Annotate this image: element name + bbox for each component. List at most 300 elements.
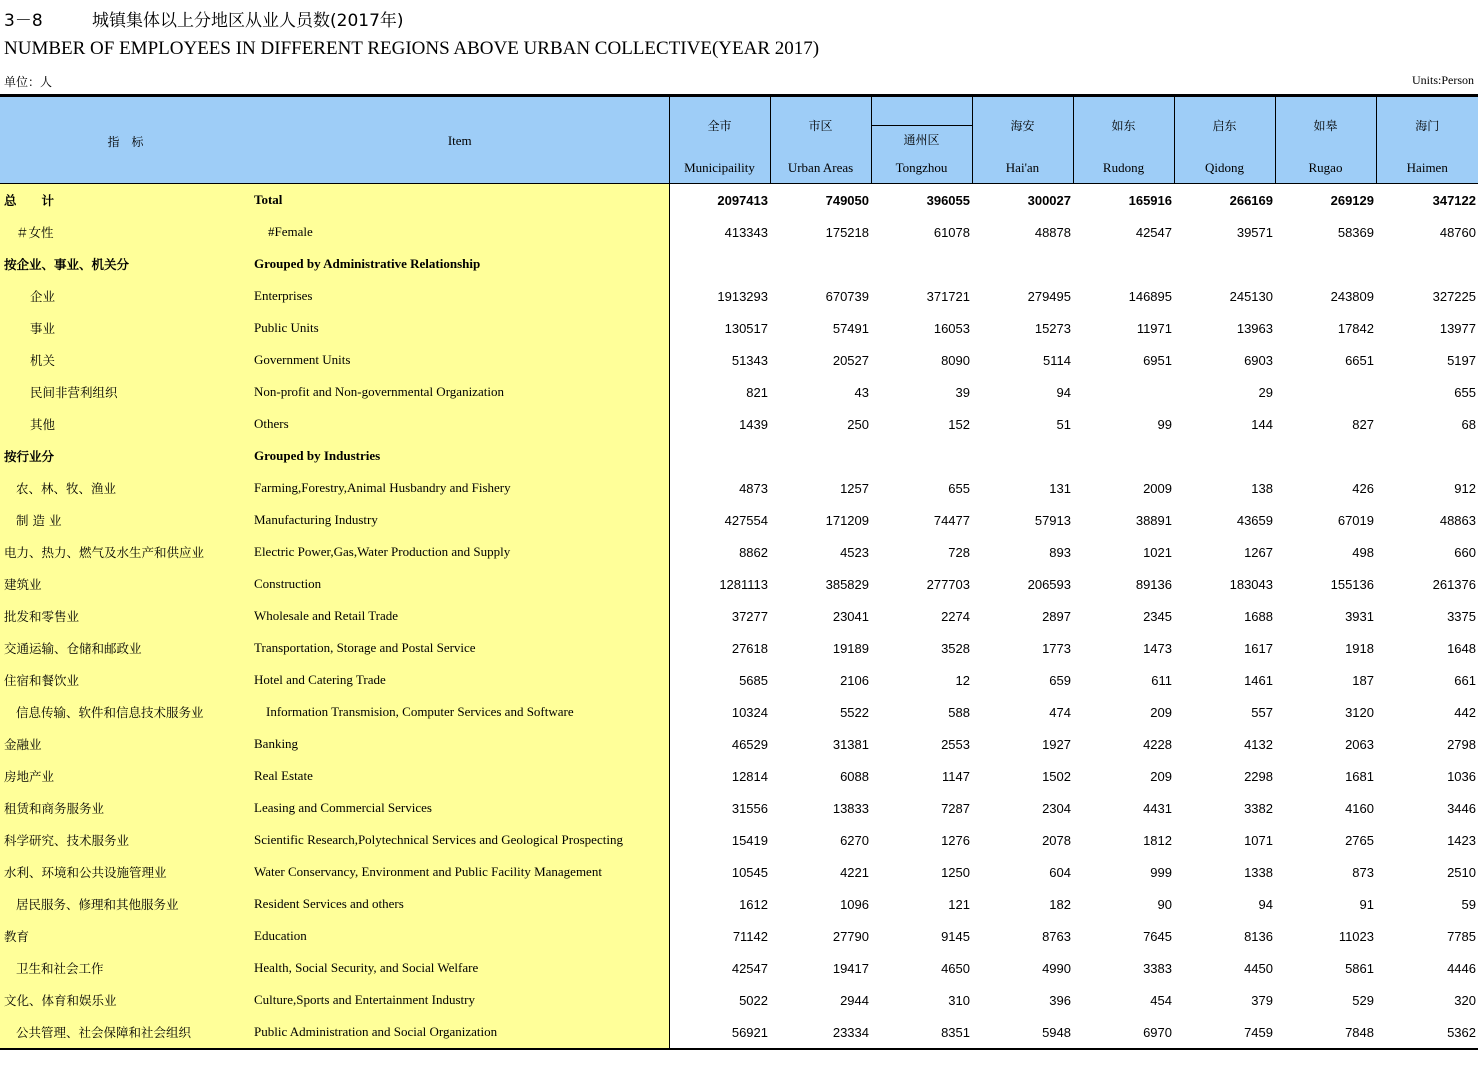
row-value: 17842 <box>1337 320 1374 336</box>
row-value: 6951 <box>1143 352 1172 368</box>
row-label-cn: 其他 <box>0 408 251 440</box>
row-value: 474 <box>1049 704 1071 720</box>
row-value: 7645 <box>1143 928 1172 944</box>
row-value: 1096 <box>840 896 869 912</box>
row-value: 57491 <box>832 320 869 336</box>
row-label-cn: 总 计 <box>0 184 251 217</box>
row-label-en: Transportation, Storage and Postal Service <box>251 632 669 664</box>
row-label-en: Non-profit and Non-governmental Organization <box>251 376 669 408</box>
row-value: 42547 <box>1135 224 1172 240</box>
row-value: 1036 <box>1447 768 1476 784</box>
row-value <box>871 440 972 472</box>
row-value: 269129 <box>1275 184 1376 217</box>
row-value: 3120 <box>1345 704 1374 720</box>
row-value: 1648 <box>1447 640 1476 656</box>
row-value: 1918 <box>1345 640 1374 656</box>
row-value: 7287 <box>941 800 970 816</box>
table-row <box>0 376 1478 408</box>
row-value: 2009 <box>1143 480 1172 496</box>
row-value: 327225 <box>1432 288 1476 304</box>
row-value: 2106 <box>840 672 869 688</box>
header-qidong: 启东 Qidong <box>1174 96 1275 184</box>
row-value: 57913 <box>1034 512 1071 528</box>
row-label-en: Water Conservancy, Environment and Public Facility Management <box>251 856 669 888</box>
row-value: 2798 <box>1447 736 1476 752</box>
row-label-cn: 金融业 <box>0 728 251 760</box>
row-label-en: Real Estate <box>251 760 669 792</box>
row-label-cn: 按行业分 <box>0 440 251 472</box>
row-value: 7459 <box>1174 1016 1275 1049</box>
row-value: 99 <box>1157 416 1172 432</box>
row-value: 320 <box>1454 992 1476 1008</box>
row-value: 728 <box>948 544 970 560</box>
row-value: 873 <box>1352 864 1374 880</box>
table-title <box>4 6 404 31</box>
row-value: 396055 <box>871 184 972 217</box>
row-value: 1461 <box>1244 672 1273 688</box>
table-body <box>0 184 1478 1050</box>
row-label-en: Government Units <box>251 344 669 376</box>
table-row <box>0 920 1478 952</box>
row-value: 183043 <box>1229 576 1273 592</box>
row-label-en: Manufacturing Industry <box>251 504 669 536</box>
row-value: 31556 <box>731 800 768 816</box>
row-value: 94 <box>1258 896 1273 912</box>
row-value: 121 <box>948 896 970 912</box>
row-value: 2063 <box>1345 736 1374 752</box>
row-value: 4228 <box>1143 736 1172 752</box>
row-value: 413343 <box>724 224 768 240</box>
row-value: 3375 <box>1447 608 1476 624</box>
table-row <box>0 856 1478 888</box>
row-value: 2078 <box>1042 832 1071 848</box>
row-label-en: Construction <box>251 568 669 600</box>
row-value: 1473 <box>1143 640 1172 656</box>
table-number: 3－8 <box>4 11 43 31</box>
row-value: 3383 <box>1143 960 1172 976</box>
employees-table <box>0 94 1478 1050</box>
row-value: 46529 <box>731 736 768 752</box>
row-value: 1927 <box>1042 736 1071 752</box>
row-value: 661 <box>1454 672 1476 688</box>
row-label-cn: 电力、热力、燃气及水生产和供应业 <box>0 536 251 568</box>
row-label-en: Public Administration and Social Organization <box>251 1016 669 1049</box>
table-row <box>0 504 1478 536</box>
row-value: 43659 <box>1236 512 1273 528</box>
row-label-cn: 住宿和餐饮业 <box>0 664 251 696</box>
row-value: 12 <box>955 672 970 688</box>
row-value: 209 <box>1150 704 1172 720</box>
row-value: 5948 <box>972 1016 1073 1049</box>
row-value: 310 <box>948 992 970 1008</box>
table-row <box>0 952 1478 984</box>
unit-en: Units:Person <box>1411 73 1474 87</box>
row-value: 2944 <box>840 992 869 1008</box>
row-label-en: Wholesale and Retail Trade <box>251 600 669 632</box>
table-row <box>0 888 1478 920</box>
row-value: 3931 <box>1345 608 1374 624</box>
row-value: 371721 <box>926 288 970 304</box>
row-label-en: Hotel and Catering Trade <box>251 664 669 696</box>
row-value: 1021 <box>1143 544 1172 560</box>
row-value: 58369 <box>1337 224 1374 240</box>
table-row <box>0 312 1478 344</box>
row-value: 2274 <box>941 608 970 624</box>
table-row <box>0 216 1478 248</box>
row-value: 13977 <box>1439 320 1476 336</box>
row-value: 277703 <box>926 576 970 592</box>
row-value: 10324 <box>731 704 768 720</box>
row-value <box>1073 248 1174 280</box>
row-label-en: Information Transmision, Computer Services and Software <box>251 696 669 728</box>
table-row <box>0 248 1478 280</box>
row-value: 1688 <box>1244 608 1273 624</box>
row-value: 1147 <box>942 768 970 784</box>
row-value: 5861 <box>1345 960 1374 976</box>
row-value: 1281113 <box>719 576 768 592</box>
row-value: 38891 <box>1135 512 1172 528</box>
row-label-en: Enterprises <box>251 280 669 312</box>
row-value: 43 <box>854 384 869 400</box>
row-value: 5522 <box>840 704 869 720</box>
row-value: 15419 <box>731 832 768 848</box>
row-value <box>770 440 871 472</box>
row-label-en: Resident Services and others <box>251 888 669 920</box>
row-value: 23334 <box>770 1016 871 1049</box>
row-value: 2097413 <box>669 184 770 217</box>
header-rugao: 如皋 Rugao <box>1275 96 1376 184</box>
row-label-cn: 房地产业 <box>0 760 251 792</box>
row-value: 2298 <box>1244 768 1273 784</box>
table-row <box>0 792 1478 824</box>
row-value: 1423 <box>1447 832 1476 848</box>
row-value: 8351 <box>871 1016 972 1049</box>
row-value: 7848 <box>1275 1016 1376 1049</box>
row-value: 8136 <box>1244 928 1273 944</box>
header-urban-areas: 市区 Urban Areas <box>770 96 871 184</box>
row-value: 749050 <box>770 184 871 217</box>
row-value: 51343 <box>731 352 768 368</box>
row-value: 5022 <box>739 992 768 1008</box>
row-value: 51 <box>1056 416 1071 432</box>
row-value <box>669 440 770 472</box>
row-label-cn: 机关 <box>0 344 251 376</box>
row-value: 6651 <box>1345 352 1374 368</box>
row-value: 999 <box>1150 864 1172 880</box>
row-value: 1250 <box>941 864 970 880</box>
row-label-en: Banking <box>251 728 669 760</box>
row-value: 89136 <box>1135 576 1172 592</box>
row-value: 6903 <box>1244 352 1273 368</box>
table-row <box>0 984 1478 1016</box>
row-value: 1439 <box>739 416 768 432</box>
row-value: 74477 <box>933 512 970 528</box>
row-value <box>1174 248 1275 280</box>
table-row <box>0 472 1478 504</box>
row-value: 3382 <box>1244 800 1273 816</box>
row-label-cn: 教育 <box>0 920 251 952</box>
row-value: 1257 <box>840 480 869 496</box>
row-label-cn: 民间非营利组织 <box>0 376 251 408</box>
row-value: 529 <box>1352 992 1374 1008</box>
row-value: 11971 <box>1136 320 1172 336</box>
row-value <box>1275 376 1376 408</box>
table-row <box>0 600 1478 632</box>
row-label-cn: 居民服务、修理和其他服务业 <box>0 888 251 920</box>
row-value: 11023 <box>1338 928 1374 944</box>
row-label-en: Education <box>251 920 669 952</box>
row-value: 61078 <box>933 224 970 240</box>
table-row <box>0 568 1478 600</box>
row-value: 385829 <box>825 576 869 592</box>
row-value: 5114 <box>1043 352 1071 368</box>
table-row <box>0 536 1478 568</box>
row-value: 245130 <box>1229 288 1273 304</box>
row-value: 266169 <box>1174 184 1275 217</box>
row-value: 442 <box>1454 704 1476 720</box>
row-label-cn: ＃女性 <box>0 216 251 248</box>
row-value: 13963 <box>1236 320 1273 336</box>
row-value: 1617 <box>1244 640 1273 656</box>
row-label-en: Public Units <box>251 312 669 344</box>
row-value: 130517 <box>724 320 768 336</box>
row-value: 454 <box>1150 992 1172 1008</box>
row-label-en: Health, Social Security, and Social Welfare <box>251 952 669 984</box>
row-label-cn: 卫生和社会工作 <box>0 952 251 984</box>
row-value: 396 <box>1049 992 1071 1008</box>
row-value <box>972 440 1073 472</box>
row-value: 2765 <box>1345 832 1374 848</box>
row-value: 3528 <box>941 640 970 656</box>
row-label-cn: 制 造 业 <box>0 504 251 536</box>
row-value: 3446 <box>1447 800 1476 816</box>
row-label-cn: 事业 <box>0 312 251 344</box>
table-row <box>0 344 1478 376</box>
row-value: 39571 <box>1236 224 1273 240</box>
row-value: 1612 <box>739 896 768 912</box>
row-value: 9145 <box>941 928 970 944</box>
row-value: 912 <box>1454 480 1476 496</box>
row-value: 279495 <box>1027 288 1071 304</box>
row-value: 90 <box>1157 896 1172 912</box>
row-value: 59 <box>1461 896 1476 912</box>
row-value: 611 <box>1151 672 1172 688</box>
row-value: 4873 <box>739 480 768 496</box>
row-value: 347122 <box>1376 184 1478 217</box>
table-row <box>0 1016 1478 1049</box>
table-row <box>0 632 1478 664</box>
row-label-en: Total <box>251 184 669 217</box>
table-row <box>0 696 1478 728</box>
row-value: 13833 <box>832 800 869 816</box>
row-value: 209 <box>1150 768 1172 784</box>
row-value: 10545 <box>731 864 768 880</box>
table-row <box>0 408 1478 440</box>
row-value: 138 <box>1251 480 1273 496</box>
row-label-cn: 科学研究、技术服务业 <box>0 824 251 856</box>
row-value <box>1376 440 1478 472</box>
unit-cn: 单位：人 <box>4 75 53 89</box>
row-value: 39 <box>955 384 970 400</box>
row-value: 426 <box>1352 480 1374 496</box>
row-value: 4160 <box>1345 800 1374 816</box>
row-value: 2510 <box>1447 864 1476 880</box>
row-value: 8862 <box>739 544 768 560</box>
row-label-cn: 建筑业 <box>0 568 251 600</box>
row-value: 7785 <box>1447 928 1476 944</box>
row-label-en: Culture,Sports and Entertainment Industry <box>251 984 669 1016</box>
table-row <box>0 824 1478 856</box>
row-label-cn: 企业 <box>0 280 251 312</box>
row-label-en: Farming,Forestry,Animal Husbandry and Fishery <box>251 472 669 504</box>
data-table-wrapper <box>0 94 1478 1050</box>
row-value: 1276 <box>941 832 970 848</box>
row-label-cn: 租赁和商务服务业 <box>0 792 251 824</box>
row-value: 8763 <box>1042 928 1071 944</box>
row-value <box>669 248 770 280</box>
table-row <box>0 664 1478 696</box>
row-value: 1681 <box>1345 768 1374 784</box>
row-value: 2553 <box>941 736 970 752</box>
row-label-cn: 水利、环境和公共设施管理业 <box>0 856 251 888</box>
row-value: 250 <box>847 416 869 432</box>
table-row <box>0 184 1478 217</box>
row-value <box>1376 248 1478 280</box>
row-value: 427554 <box>724 512 768 528</box>
row-value <box>871 248 972 280</box>
row-value: 660 <box>1454 544 1476 560</box>
row-value: 206593 <box>1027 576 1071 592</box>
row-value <box>770 248 871 280</box>
row-value <box>972 248 1073 280</box>
row-value: 29 <box>1258 384 1273 400</box>
row-value: 1267 <box>1244 544 1273 560</box>
row-value: 27618 <box>731 640 768 656</box>
header-indicator: 指 标 <box>0 96 251 184</box>
row-value: 187 <box>1352 672 1374 688</box>
row-value: 1502 <box>1042 768 1071 784</box>
row-value: 2897 <box>1042 608 1071 624</box>
row-value: 243809 <box>1330 288 1374 304</box>
row-value: 146895 <box>1128 288 1172 304</box>
table-row <box>0 440 1478 472</box>
row-value: 2345 <box>1143 608 1172 624</box>
row-value: 4132 <box>1244 736 1273 752</box>
row-value: 27790 <box>832 928 869 944</box>
row-value <box>1073 376 1174 408</box>
row-value <box>1073 440 1174 472</box>
row-value: 31381 <box>832 736 869 752</box>
row-value: 23041 <box>832 608 869 624</box>
row-value: 1338 <box>1244 864 1273 880</box>
title-cn: 城镇集体以上分地区从业人员数(2017年) <box>92 11 404 31</box>
row-value: 15273 <box>1034 320 1071 336</box>
row-label-cn: 农、林、牧、渔业 <box>0 472 251 504</box>
row-value: 165916 <box>1073 184 1174 217</box>
row-value <box>1275 248 1376 280</box>
row-label-en: #Female <box>251 216 669 248</box>
row-value: 588 <box>948 704 970 720</box>
header-rudong: 如东 Rudong <box>1073 96 1174 184</box>
row-value: 604 <box>1049 864 1071 880</box>
row-label-en: Grouped by Industries <box>251 440 669 472</box>
row-value: 152 <box>948 416 970 432</box>
row-value: 1071 <box>1244 832 1273 848</box>
row-label-en: Electric Power,Gas,Water Production and Supply <box>251 536 669 568</box>
row-value: 670739 <box>825 288 869 304</box>
row-value: 144 <box>1251 416 1273 432</box>
row-value: 71142 <box>732 928 768 944</box>
row-value: 655 <box>948 480 970 496</box>
row-label-cn: 公共管理、社会保障和社会组织 <box>0 1016 251 1049</box>
row-value: 1812 <box>1143 832 1172 848</box>
row-value: 659 <box>1049 672 1071 688</box>
title-en: NUMBER OF EMPLOYEES IN DIFFERENT REGIONS ABOVE URBAN COLLECTIVE(YEAR 2017) <box>4 38 820 59</box>
row-value: 893 <box>1049 544 1071 560</box>
row-label-cn: 信息传输、软件和信息技术服务业 <box>0 696 251 728</box>
header-item: Item <box>251 96 669 184</box>
header-haimen: 海门 Haimen <box>1376 96 1478 184</box>
row-value: 4650 <box>941 960 970 976</box>
row-value: 16053 <box>933 320 970 336</box>
row-value: 1913293 <box>717 288 768 304</box>
row-label-en: Leasing and Commercial Services <box>251 792 669 824</box>
row-value: 6970 <box>1073 1016 1174 1049</box>
row-value: 91 <box>1359 896 1374 912</box>
row-value: 4523 <box>840 544 869 560</box>
row-value: 68 <box>1461 416 1476 432</box>
row-value: 4431 <box>1143 800 1172 816</box>
row-value: 557 <box>1251 704 1273 720</box>
row-value: 5685 <box>739 672 768 688</box>
row-value: 56921 <box>669 1016 770 1049</box>
row-label-cn: 交通运输、仓储和邮政业 <box>0 632 251 664</box>
row-value: 655 <box>1454 384 1476 400</box>
row-value: 171209 <box>825 512 869 528</box>
table-row <box>0 280 1478 312</box>
row-label-cn: 文化、体育和娱乐业 <box>0 984 251 1016</box>
row-value: 155136 <box>1330 576 1374 592</box>
row-value: 6270 <box>840 832 869 848</box>
row-label-cn: 批发和零售业 <box>0 600 251 632</box>
row-value <box>1174 440 1275 472</box>
row-value: 379 <box>1251 992 1273 1008</box>
row-value: 4450 <box>1244 960 1273 976</box>
row-value: 131 <box>1049 480 1071 496</box>
row-value: 1773 <box>1042 640 1071 656</box>
row-value: 261376 <box>1432 576 1476 592</box>
row-value: 48878 <box>1034 224 1071 240</box>
table-row <box>0 728 1478 760</box>
row-value: 5362 <box>1376 1016 1478 1049</box>
row-value: 300027 <box>972 184 1073 217</box>
row-value: 6088 <box>840 768 869 784</box>
row-value: 48760 <box>1439 224 1476 240</box>
row-value: 8090 <box>941 352 970 368</box>
row-value: 19417 <box>832 960 869 976</box>
row-value: 4221 <box>840 864 869 880</box>
row-value <box>1275 440 1376 472</box>
row-value: 12814 <box>731 768 768 784</box>
row-value: 5197 <box>1447 352 1476 368</box>
row-value: 4990 <box>1042 960 1071 976</box>
row-value: 182 <box>1049 896 1071 912</box>
row-value: 175218 <box>825 224 869 240</box>
row-label-cn: 按企业、事业、机关分 <box>0 248 251 280</box>
row-value: 42547 <box>731 960 768 976</box>
row-label-en: Others <box>251 408 669 440</box>
row-value: 4446 <box>1447 960 1476 976</box>
